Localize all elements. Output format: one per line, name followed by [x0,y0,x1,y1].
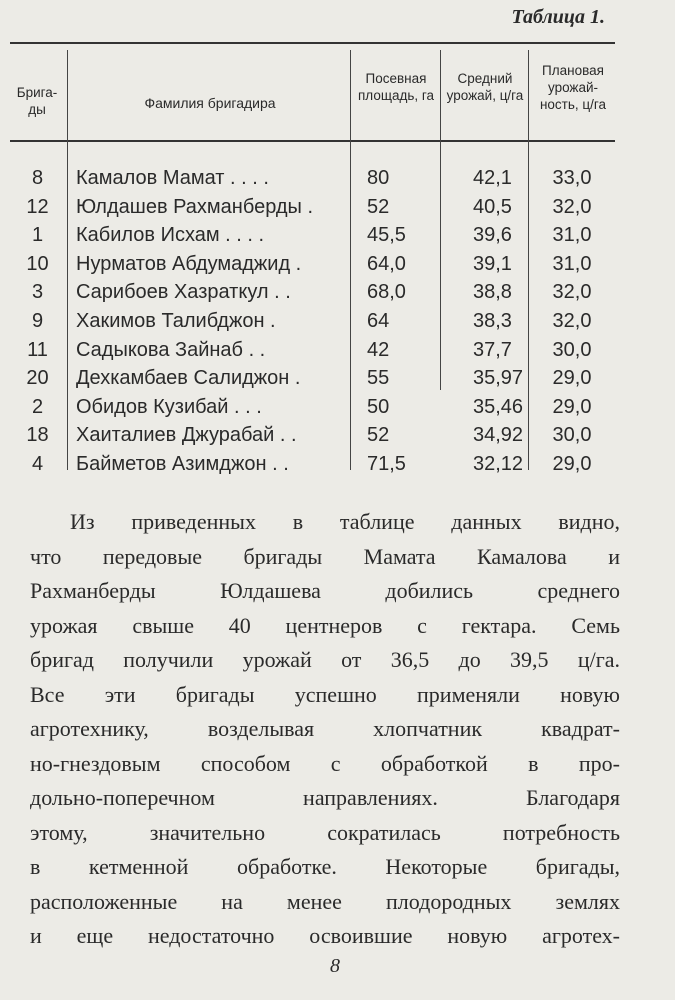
sown-area: 64 [367,310,390,332]
sown-area: 42 [367,338,390,361]
brigade-number: 1 [31,224,44,247]
column-header: Посевная площадь, га [357,71,434,103]
brigadier-name: Камалов Мамат . . . . [76,167,269,189]
planned-yield: 30,0 [552,424,592,447]
sown-area: 80 [367,167,390,189]
brigade-number: 11 [27,338,48,361]
average-yield: 42,1 [473,167,512,189]
average-yield: 35,97 [473,367,524,390]
brigadier-name: Обидов Кузибай . . . [76,395,262,418]
sown-area: 50 [367,395,390,418]
brigadier-name: Дехкамбаев Салиджон . [76,367,301,390]
brigade-number: 9 [31,310,44,332]
average-yield: 35,46 [473,395,524,418]
page-number: 8 [330,955,340,977]
text-line: что передовые бригады Мамата Камалова и [30,543,620,569]
brigadier-name: Хакимов Талибджон . [76,310,276,332]
column-divider [528,50,529,470]
text-line: дольно-поперечном направлениях. Благодаря [30,785,620,810]
text-line: урожая свыше 40 центнеров с гектара. Семь [30,612,620,638]
brigadier-name: Юлдашев Рахманберды . [76,195,314,218]
text-line: агротехнику, возделывая хлопчатник квадрат- [30,716,620,741]
column-divider [350,50,351,470]
planned-yield: 32,0 [552,195,592,218]
brigadier-name: Кабилов Исхам . . . . [76,224,265,247]
sown-area: 55 [367,367,390,390]
average-yield: 38,8 [473,281,512,304]
text-line: в кетменной обработке. Некоторые бригады, [30,854,620,879]
text-line: бригад получили урожай от 36,5 до 39,5 ц/га. [30,647,620,672]
planned-yield: 33,0 [552,167,592,189]
table-top-rule [10,42,615,44]
column-divider [67,50,68,470]
column-divider [440,50,441,390]
planned-yield: 29,0 [552,453,592,475]
average-yield: 39,6 [473,224,512,247]
average-yield: 40,5 [473,195,512,218]
brigade-number: 20 [26,367,49,390]
sown-area: 71,5 [367,453,406,475]
text-line: этому, значительно сократилась потребность [30,819,620,845]
planned-yield: 29,0 [552,395,592,418]
brigadier-name: Нурматов Абдумаджид . [76,252,302,275]
column-header: Брига- ды [16,85,58,117]
text-line: но-гнездовым способом с обработкой в про- [30,750,620,776]
sown-area: 52 [367,195,390,218]
average-yield: 39,1 [473,252,512,275]
text-line: расположенные на менее плодородных землях [30,888,620,914]
average-yield: 34,92 [473,424,524,447]
planned-yield: 31,0 [552,224,592,247]
sown-area: 45,5 [367,224,406,247]
brigade-number: 10 [26,252,49,275]
column-header: Фамилия бригадира [144,95,276,111]
column-header: Плановая урожай-ность, ц/га [539,63,607,112]
average-yield: 37,7 [473,338,512,361]
brigadier-name: Хаиталиев Джурабай . . [76,424,297,447]
body-paragraph [30,505,620,954]
planned-yield: 30,0 [552,338,592,361]
sown-area: 52 [367,424,390,447]
planned-yield: 32,0 [552,310,592,332]
planned-yield: 31,0 [552,252,592,275]
brigade-number: 3 [31,281,44,304]
brigade-number: 2 [31,395,44,418]
text-line: и еще недостаточно освоившие новую агротех- [30,923,620,948]
brigadier-name: Садыкова Зайнаб . . [76,338,266,361]
brigade-number: 4 [31,453,44,475]
table-header-rule [10,140,615,142]
sown-area: 68,0 [367,281,406,304]
sown-area: 64,0 [367,252,406,275]
average-yield: 38,3 [473,310,512,332]
planned-yield: 32,0 [552,281,592,304]
brigadier-name: Байметов Азимджон . . [76,453,289,475]
planned-yield: 29,0 [552,367,592,390]
brigade-number: 18 [26,424,49,447]
text-line: Все эти бригады успешно применяли новую [30,681,620,707]
text-line: Рахманберды Юлдашева добились среднего [30,578,620,603]
text-line: Из приведенных в таблице данных видно, [70,509,620,534]
column-header: Средний урожай, ц/га [446,71,524,103]
brigadier-name: Сарибоев Хазраткул . . [76,281,291,304]
brigade-number: 12 [26,195,49,218]
table-caption: Таблица 1. [511,6,605,28]
brigade-number: 8 [31,167,44,189]
average-yield: 32,12 [473,453,524,475]
